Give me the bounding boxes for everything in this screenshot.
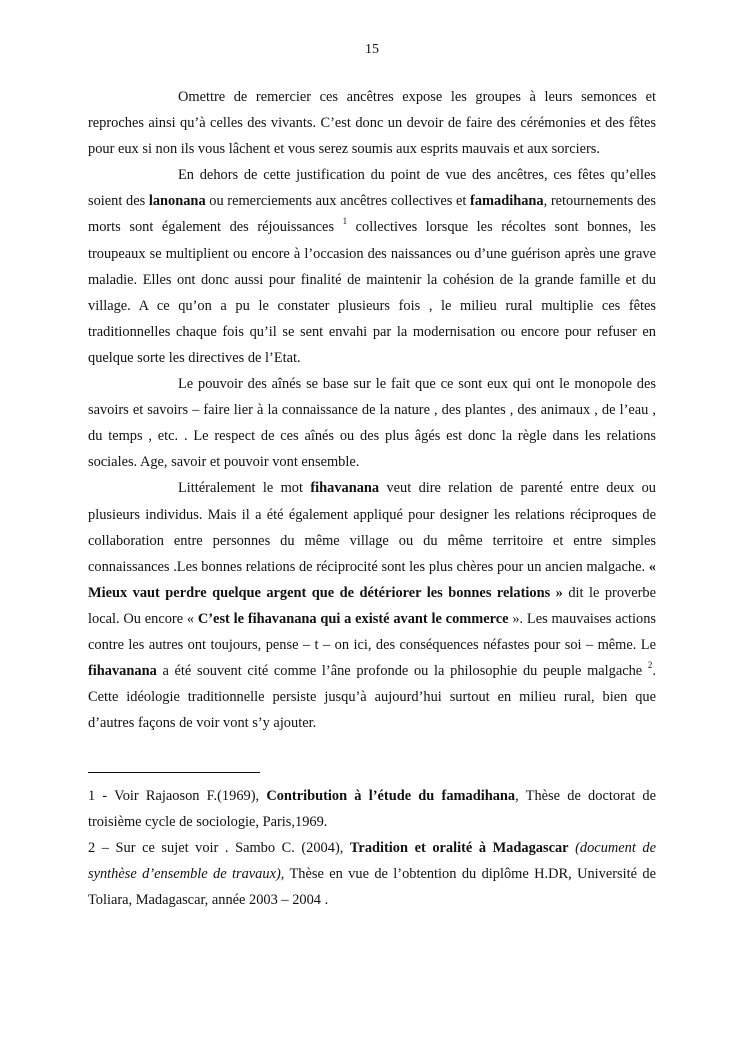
text-run: ou remerciements aux ancêtres collectives et <box>205 193 471 210</box>
text-run: . Cette idéologie traditionnelle persiste jusqu’à aujourd’hui surtout en milieu rural, bien que d’autres façons de voir vont s’y ajouter. <box>88 663 656 732</box>
paragraph <box>88 475 656 736</box>
page-number: 15 <box>365 42 379 57</box>
bold-text: lanonana <box>148 193 206 210</box>
text-run: ». Les mauvaises actions contre les autres ont toujours, pense – t – on ici, des conséquences néfastes pour soi – même. Le <box>88 610 656 653</box>
text-run: Omettre de remercier ces ancêtres expose les groupes à leurs semonces et reproches ainsi qu’à celles des vivants. C’est donc un devoir de faire des cérémonies et des fêtes pour eux si non ils vous lâchent et vous serez soumis aux esprits mauvais et aux sorciers. <box>88 89 656 158</box>
bold-text: famadihana <box>470 193 544 210</box>
text-run: Thèse en vue de l’obtention du diplôme H.DR, Université de Toliara, Madagascar, année 2003 – 2004 . <box>88 866 656 909</box>
paragraph <box>88 84 656 162</box>
text-run: 2 – Sur ce sujet voir . Sambo C. (2004), <box>88 840 350 857</box>
text-run: collectives lorsque les récoltes sont bonnes, les troupeaux se multiplient ou encore à l’occasion des naissances ou d’une guérison après une grave maladie. Elles ont donc aussi pour finalité de maintenir la cohésion de la grande famille et du village. A ce qu’on a pu le constater plusieurs fois , le milieu rural multiplie ces fêtes traditionnelles chaque fois qu’il se sent envahi par la modernisation ou encore pour refuser en quelque sorte les directives de l’Etat. <box>88 219 656 366</box>
bold-text: Tradition et oralité à Madagascar <box>349 840 569 857</box>
paragraph <box>88 162 656 371</box>
footnote-marker: 2 <box>647 660 653 671</box>
text-run: dit le proverbe local. Ou encore « <box>88 584 656 627</box>
text-run: Le pouvoir des aînés se base sur le fait que ce sont eux qui ont le monopole des savoirs et savoirs – faire lier à la connaissance de la nature , des plantes , des animaux , de l’eau , du temps , etc. . Le respect de ces aînés ou des plus âgés est donc la règle dans les relations sociales. Age, savoir et pouvoir vont ensemble. <box>88 376 656 471</box>
bold-text: fihavanana <box>310 480 380 497</box>
text-run: , Thèse de doctorat de troisième cycle de sociologie, Paris,1969. <box>88 788 656 831</box>
bold-text: C’est le fihavanana qui a existé avant le commerce <box>197 610 509 627</box>
bold-text: fihavanana <box>88 663 157 680</box>
footnote-separator <box>88 772 260 773</box>
paragraph <box>88 371 656 475</box>
text-run: Littéralement le mot <box>178 480 311 497</box>
text-run: veut dire relation de parenté entre deux ou plusieurs individus. Mais il a été également appliqué pour designer les relations réciproques de collaboration entre personnes du même village ou du même territoire et entre simples connaissances .Les bonnes relations de réciprocité sont les plus chères pour un ancien malgache. <box>88 480 657 575</box>
footnote-marker: 1 <box>342 216 348 227</box>
italic-text: (document de synthèse d’ensemble de travaux), <box>88 840 657 883</box>
text-run: , retournements des morts sont également des réjouissances <box>88 193 657 236</box>
footnote <box>88 835 656 913</box>
bold-text: « Mieux vaut perdre quelque argent que de détériorer les bonnes relations » <box>88 558 656 601</box>
body-text <box>88 84 656 736</box>
footnotes <box>88 783 656 913</box>
text-run: a été souvent cité comme l’âne profonde ou la philosophie du peuple malgache <box>156 663 648 680</box>
text-run: En dehors de cette justification du point de vue des ancêtres, ces fêtes qu’elles soient des <box>88 167 656 210</box>
bold-text: Contribution à l’étude du famadihana <box>266 788 516 804</box>
footnote <box>88 783 656 835</box>
text-run: 1 - Voir Rajaoson F.(1969), <box>88 788 267 804</box>
